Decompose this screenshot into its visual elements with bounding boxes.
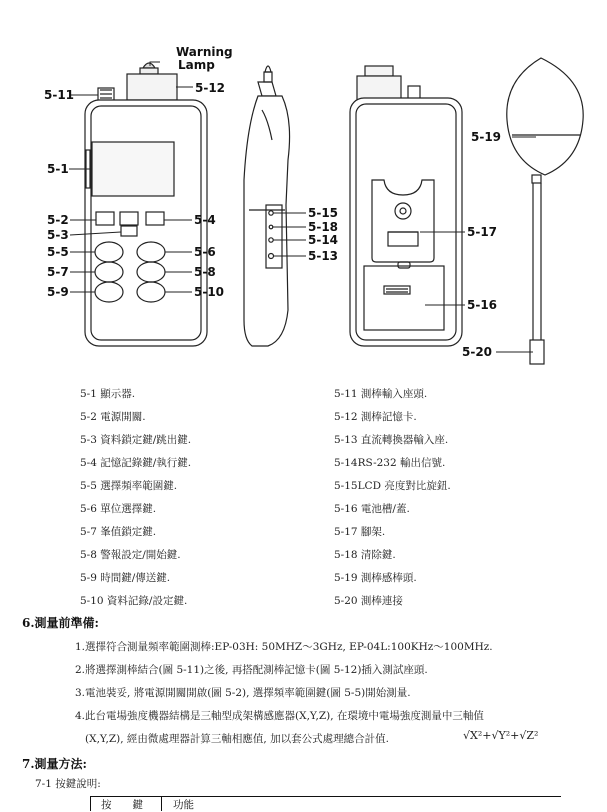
legend-item: 5-12 測棒記憶卡.	[334, 411, 417, 423]
callout-5-20: 5-20	[462, 345, 493, 359]
rss-formula: √X²+√Y²+√Z²	[463, 729, 539, 742]
legend-item: 5-3 資料鎖定鍵/跳出鍵.	[80, 434, 192, 446]
table-header-key: 按 鍵	[101, 799, 143, 811]
legend-item: 5-18 清除鍵.	[334, 549, 396, 561]
legend-item: 5-17 腳架.	[334, 526, 386, 538]
legend-item: 5-4 記憶記錄鍵/執行鍵.	[80, 457, 192, 469]
meter-front-view	[85, 63, 207, 346]
meter-diagram	[0, 0, 607, 380]
callout-5-8: 5-8	[194, 265, 216, 279]
legend-item: 5-20 測棒連接	[334, 595, 403, 607]
meter-back-view	[350, 66, 462, 346]
callout-5-12: 5-12	[195, 81, 226, 95]
section-6-item-2: 2.將選擇測棒結合(圖 5-11)之後, 再搭配測棒記憶卡(圖 5-12)插入測試座頭.	[75, 664, 428, 676]
legend-item: 5-6 單位選擇鍵.	[80, 503, 157, 515]
legend-item: 5-14RS-232 輸出信號.	[334, 457, 446, 469]
callout-5-1: 5-1	[47, 162, 69, 176]
callout-5-16: 5-16	[467, 298, 498, 312]
legend-item: 5-2 電源開關.	[80, 411, 146, 423]
legend-item: 5-15LCD 亮度對比旋鈕.	[334, 480, 451, 492]
section-7-title: 7.測量方法:	[22, 757, 87, 771]
callout-5-17: 5-17	[467, 225, 498, 239]
section-7-subtitle: 7-1 按鍵說明:	[35, 778, 101, 790]
legend-item: 5-16 電池槽/蓋.	[334, 503, 410, 515]
section-6-item-3: 3.電池裝妥, 將電源開關開啟(圖 5-2), 選擇頻率範圍鍵(圖 5-5)開始測量.	[75, 687, 411, 699]
callout-5-11: 5-11	[44, 88, 75, 102]
callout-5-7: 5-7	[47, 265, 69, 279]
section-6-item-5: (X,Y,Z), 經由微處理器計算三軸相應值, 加以套公式處理總合計值.	[85, 733, 389, 745]
callout-5-13: 5-13	[308, 249, 339, 263]
probe-view	[507, 58, 583, 364]
callout-5-5: 5-5	[47, 245, 69, 259]
callout-5-6: 5-6	[194, 245, 216, 259]
callout-5-2: 5-2	[47, 213, 69, 227]
table-header-function: 功能	[173, 799, 194, 811]
legend-item: 5-5 選擇頻率範圍鍵.	[80, 480, 178, 492]
section-6-item-1: 1.選擇符合測量頻率範圍測棒:EP-03H: 50MHZ～3GHz, EP-04L:100KHz～100MHz.	[75, 641, 493, 653]
callout-5-19: 5-19	[471, 130, 502, 144]
callout-5-14: 5-14	[308, 233, 339, 247]
legend-item: 5-19 測棒感棒頭.	[334, 572, 417, 584]
callout-5-10: 5-10	[194, 285, 225, 299]
callout-5-4: 5-4	[194, 213, 216, 227]
warning-lamp-label: Warning Lamp	[176, 45, 233, 72]
legend-item: 5-11 測棒輸入座頭.	[334, 388, 428, 400]
legend-item: 5-9 時間鍵/傳送鍵.	[80, 572, 171, 584]
meter-side-view	[244, 66, 290, 346]
section-6-title: 6.測量前準備:	[22, 616, 99, 630]
legend-item: 5-7 峯值鎖定鍵.	[80, 526, 157, 538]
section-6-item-4: 4.此台電場強度機器結構是三軸型成架構感應器(X,Y,Z), 在環境中電場強度測量中三軸值	[75, 710, 484, 722]
legend-item: 5-13 直流轉換器輸入座.	[334, 434, 449, 446]
callout-5-15: 5-15	[308, 206, 339, 220]
callout-5-3: 5-3	[47, 228, 69, 242]
callout-5-18: 5-18	[308, 220, 339, 234]
legend-item: 5-10 資料記錄/設定鍵.	[80, 595, 188, 607]
legend-item: 5-8 警報設定/開始鍵.	[80, 549, 181, 561]
callout-5-9: 5-9	[47, 285, 69, 299]
legend-item: 5-1 顯示器.	[80, 388, 136, 400]
